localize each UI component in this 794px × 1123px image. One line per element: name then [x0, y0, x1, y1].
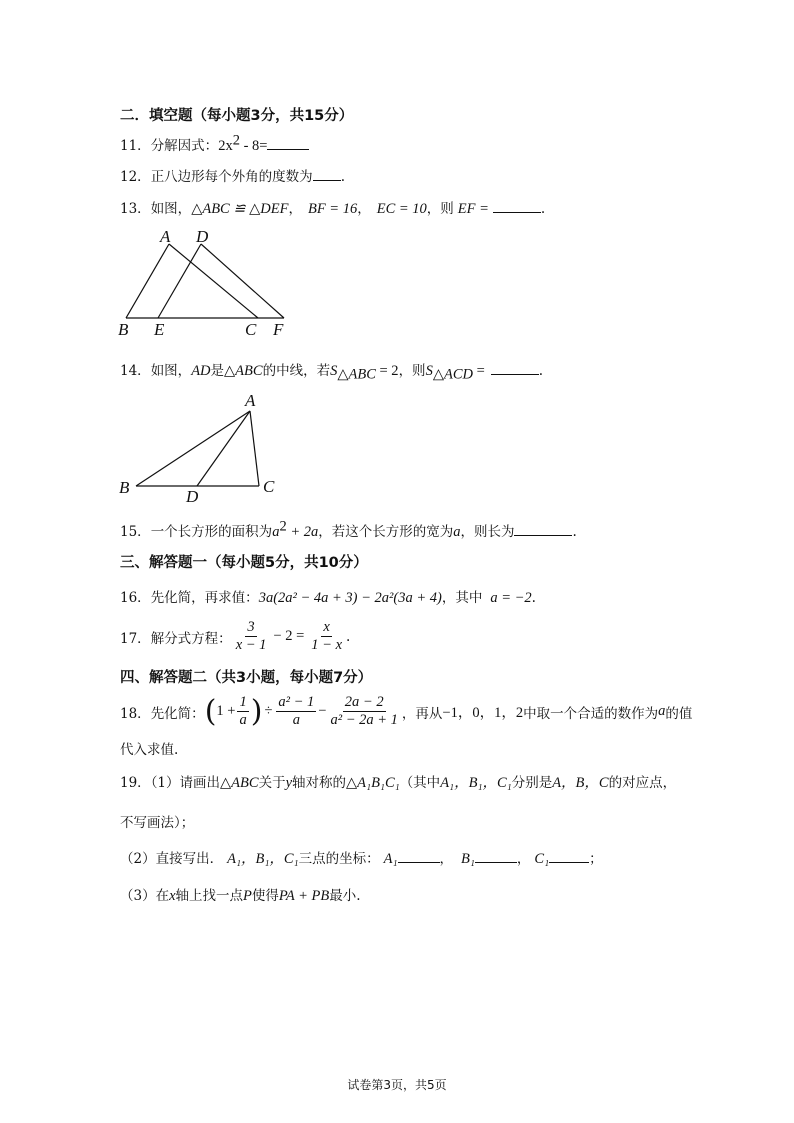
q13-label-a: A: [160, 227, 171, 246]
q16-end: .: [531, 590, 536, 606]
q19-p1-e: 分别是: [511, 775, 553, 791]
question-19-part-1: [120, 771, 676, 792]
q13-number: 13．: [120, 201, 151, 217]
q14-label-a: A: [245, 391, 256, 410]
q17-number: 17．: [120, 630, 151, 647]
q19-p: P: [243, 888, 252, 904]
q14-s2-eq: =: [472, 363, 485, 379]
q18-fa-num: 1: [239, 694, 247, 710]
q18-fb-num: a² − 1: [278, 694, 315, 710]
q11-label: 分解因式：: [150, 138, 219, 154]
q13-label-b: B: [118, 320, 129, 338]
q13-answer-blank[interactable]: [493, 199, 541, 213]
q15-text-b: ，若这个长方形的宽为: [318, 524, 454, 540]
question-16: [120, 586, 536, 607]
q13-end: .: [540, 201, 546, 217]
q18-minus: −: [318, 703, 327, 719]
q14-s1-sub: △ABC: [337, 366, 376, 383]
q17-fraction-1: [234, 619, 269, 654]
q14-text-a: 如图，: [150, 363, 192, 379]
q13-congruence: △ABC ≌ △DEF: [191, 201, 289, 217]
q13-ef: EF =: [457, 201, 489, 217]
q19-c1: C₁: [534, 851, 550, 867]
q14-abc: △ABC: [224, 363, 263, 379]
q19-p3-b: 轴上找一点: [175, 888, 244, 904]
q17-f2-num: x: [323, 619, 330, 635]
q19-p3-a: （3）在: [120, 888, 170, 904]
section-2-title: 二．填空题（每小题3分，共15分）: [120, 108, 354, 124]
q14-label-c: C: [263, 477, 275, 496]
question-15: [120, 520, 577, 541]
q18-line-2: 代入求值.: [120, 742, 179, 758]
q12-text: 正八边形每个外角的度数为: [150, 169, 313, 185]
q19-x: x: [169, 888, 176, 904]
q18-text-d: 的值: [665, 705, 693, 722]
q19-sep1: ，: [439, 851, 454, 867]
q17-fraction-2: [309, 619, 344, 654]
q16-expression: 3a(2a² − 4a + 3) − 2a²(3a + 4): [258, 590, 442, 606]
q19-p2-pts: A₁，B₁，C₁: [227, 851, 299, 867]
q14-line-ba: [136, 411, 250, 486]
question-19-part-2: [120, 847, 603, 868]
q19-part-1-line-2: 不写画法）；: [120, 815, 195, 831]
q11-expr-sup: 2: [232, 132, 240, 149]
q14-s2-sub: △ACD: [432, 366, 473, 383]
q19-b1-blank[interactable]: [475, 849, 517, 863]
q18-number: 18．: [120, 705, 151, 722]
q19-c1-blank[interactable]: [549, 849, 589, 863]
q19-p1-f: 的对应点，: [608, 775, 677, 791]
q13-label-c: C: [245, 320, 257, 338]
q19-expr: PA + PB: [278, 888, 330, 904]
q11-expr-a: 2x: [218, 138, 233, 154]
question-14: [120, 359, 544, 383]
q18-fb-den: a: [292, 712, 300, 728]
q11-expr-b: - 8=: [239, 138, 268, 154]
q17-text-a: 解分式方程：: [150, 630, 232, 647]
q17-f2-den: 1 − x: [311, 637, 343, 653]
q19-pts: A，B，C: [552, 775, 609, 791]
q19-a1b1c1: △A₁B₁C₁: [346, 775, 400, 791]
section-3-title: 三、解答题一（每小题5分，共10分）: [120, 555, 368, 571]
q19-b1: B₁: [461, 851, 475, 867]
q14-text-d: ，则: [398, 363, 426, 379]
q14-text-c: 的中线，若: [262, 363, 331, 379]
q19-a1: A₁: [383, 851, 398, 867]
q18-fraction-c: [328, 694, 399, 729]
q16-condition: a = −2: [490, 590, 532, 606]
q19-pts1: A₁，B₁，C₁: [440, 775, 512, 791]
q15-area-a: a: [272, 524, 280, 540]
q13-label-d: D: [196, 227, 209, 246]
q19-p1-b: 关于: [258, 775, 286, 791]
q13-text-b: ，则: [426, 201, 454, 217]
question-12: [120, 165, 345, 185]
q18-text-a: 先化简：: [150, 705, 205, 722]
q17-mid: − 2 =: [273, 628, 305, 644]
q19-p1-a: （1）请画出: [150, 775, 221, 791]
q18-var: a: [658, 703, 666, 719]
q19-p2-a: （2）直接写出．: [120, 851, 224, 867]
section-4-title: 四、解答题二（共3小题，每小题7分）: [120, 670, 373, 686]
q15-number: 15．: [120, 524, 151, 540]
q11-answer-blank[interactable]: [267, 136, 309, 150]
q15-area-sup: 2: [279, 518, 287, 535]
q16-text-a: 先化简，再求值：: [150, 590, 259, 606]
q19-p1-d: （其中: [399, 775, 441, 791]
q14-label-b: B: [119, 478, 130, 497]
q18-choices: −1，0，1，2: [442, 705, 524, 721]
question-11: [120, 134, 309, 155]
page-footer: 试卷第3页，共5页: [347, 1078, 447, 1092]
q18-paren-close: ): [250, 693, 263, 729]
q12-number: 12．: [120, 169, 151, 185]
q14-number: 14．: [120, 363, 151, 379]
q14-ad: AD: [191, 363, 211, 379]
q14-answer-blank[interactable]: [491, 361, 539, 375]
q19-p3-c: 使得: [251, 888, 279, 904]
q18-fc-den: a² − 2a + 1: [330, 712, 398, 728]
q13-text-a: 如图，: [150, 201, 192, 217]
q12-end: .: [340, 169, 345, 185]
q19-p3-d: 最小.: [329, 888, 361, 904]
q19-abc: △ABC: [220, 775, 259, 791]
q19-sep2: ，: [516, 851, 531, 867]
question-18: [120, 694, 692, 729]
q14-line-ac: [250, 411, 259, 486]
q17-end: .: [346, 628, 351, 645]
q13-line-ba: [126, 244, 169, 318]
q16-text-b: ，其中: [441, 590, 483, 606]
q19-p1-c: 轴对称的: [292, 775, 347, 791]
q18-text-c: 中取一个合适的数作为: [523, 705, 659, 722]
q18-fa-den: a: [239, 712, 247, 728]
q11-number: 11．: [120, 138, 151, 154]
q17-f1-num: 3: [247, 619, 255, 635]
q13-ec: EC = 10: [376, 201, 427, 217]
q14-end: .: [538, 363, 544, 379]
q13-bf: BF = 16: [307, 201, 358, 217]
q13-label-f: F: [273, 320, 284, 338]
q14-label-d: D: [186, 487, 199, 506]
q18-fc-num: 2a − 2: [344, 694, 384, 710]
q14-s1-value: = 2: [375, 363, 399, 379]
q14-line-ad: [197, 411, 250, 486]
q15-end: .: [572, 524, 577, 540]
q18-one-plus: 1 +: [216, 703, 236, 719]
q18-text-b: ，再从: [401, 705, 443, 722]
q18-div: ÷: [264, 703, 273, 719]
q15-area-b: + 2a: [286, 524, 319, 540]
q15-answer-blank[interactable]: [514, 522, 572, 536]
q17-f1-den: x − 1: [235, 637, 267, 653]
q13-label-e: E: [154, 320, 165, 338]
q16-number: 16．: [120, 590, 151, 606]
question-19-part-3: [120, 884, 361, 905]
question-13: 13．如图，△ABC ≌ △DEF， BF = 16， EC = 10，则 EF = .: [120, 201, 546, 217]
q15-text-c: ，则长为: [460, 524, 515, 540]
q19-y: y: [285, 775, 293, 791]
q14-s1-main: S: [330, 363, 338, 379]
q15-text-a: 一个长方形的面积为: [150, 524, 273, 540]
q15-width: a: [453, 524, 461, 540]
q18-paren-open: (: [204, 693, 217, 729]
question-17: [120, 619, 350, 654]
q14-s2-main: S: [425, 363, 433, 379]
q18-fraction-a: [237, 694, 248, 729]
q13-line-ed: [158, 244, 201, 318]
q14-figure: [110, 390, 290, 508]
q18-fraction-b: [276, 694, 316, 729]
q13-figure: [110, 226, 300, 338]
q12-answer-blank[interactable]: [313, 167, 341, 181]
q19-number: 19．: [120, 775, 151, 791]
q19-a1-blank[interactable]: [398, 849, 440, 863]
q19-p2-b: 三点的坐标：: [298, 851, 380, 867]
q14-text-b: 是: [210, 363, 225, 379]
q19-p2-end: ；: [589, 851, 603, 867]
